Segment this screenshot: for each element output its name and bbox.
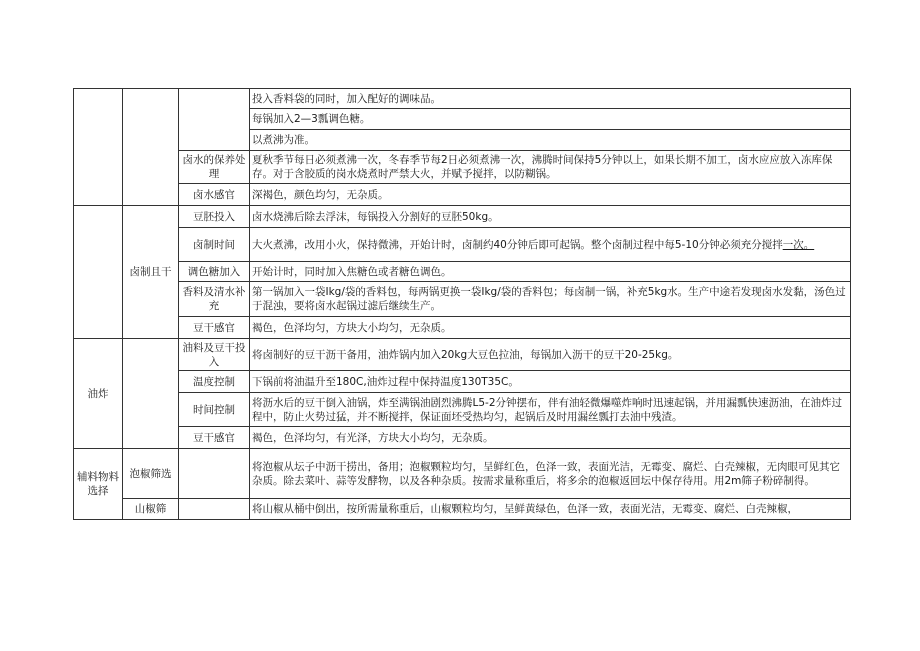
label-cell: 豆干感官 (179, 427, 250, 449)
table-row (74, 206, 851, 228)
content-cell: 将山椒从桶中倒出，按所需量称重后，山椒颗粒均匀，呈鲜黄绿色，色泽一致，表面光洁，无霉变、腐烂、白壳辣椒， (250, 499, 851, 520)
content-cell: 每锅加入2—3瓢调色糖。 (250, 109, 851, 130)
label-cell: 油料及豆干投入 (179, 339, 250, 371)
content-cell: 下锅前将油温升至180C,油炸过程中保持温度130T35C。 (250, 371, 851, 393)
table-row (74, 89, 851, 109)
table-row (74, 184, 851, 206)
col1-cell-empty (74, 206, 123, 339)
content-cell: 将沥水后的豆干倒入油锅，炸至满锅油剧烈沸腾L5-2分钟摆布，伴有油轻微爆噬炸响时迅速起锅，并用漏瓢快速沥油，在油炸过程中，防止火势过猛，并不断搅拌，保证面坯受热均匀，起锅后及时用漏丝瓢打去油中残渣。 (250, 393, 851, 427)
section-label-luzhi: 卤制且干 (123, 206, 179, 339)
label-cell: 调色糖加入 (179, 262, 250, 282)
content-cell: 将卤制好的豆干沥干备用，油炸锅内加入20kg大豆色拉油，每锅加入沥干的豆干20-25kg。 (250, 339, 851, 371)
content-cell: 夏秋季节每日必须煮沸一次，冬春季节每2日必须煮沸一次，沸腾时间保持5分钟以上，如果长期不加工，卤水应应放入冻库保存。对于含胶质的岗水烧煮时严禁大火，并赋予搅拌，以防糊锅。 (250, 151, 851, 184)
col2-cell-top (123, 89, 179, 206)
content-cell: 褐色，色泽均匀，方块大小均匀，无杂质。 (250, 317, 851, 339)
content-cell: 将泡椒从坛子中沥干捞出，备用；泡椒颗粒均匀，呈鲜红色，色泽一致，表面光洁，无霉变、腐烂、白壳辣椒，无肉眼可见其它杂质。除去菜叶、蒜等发酵物，以及各种杂质。按需求量称重后，将多余的泡椒返回坛中保存待用。用2m筛子粉碎制得。 (250, 449, 851, 499)
table-row (74, 262, 851, 282)
section-label-paojiao: 泡椒筛选 (123, 449, 179, 499)
table-row (74, 427, 851, 449)
label-cell: 卤制时间 (179, 228, 250, 262)
table-row (74, 228, 851, 262)
content-cell: 褐色，色泽均匀，有光泽，方块大小均匀，无杂质。 (250, 427, 851, 449)
content-cell (250, 228, 851, 262)
label-cell: 豆干感官 (179, 317, 250, 339)
table-row (74, 371, 851, 393)
content-cell: 深褐色，颜色均匀，无杂质。 (250, 184, 851, 206)
col2-cell-empty (123, 339, 179, 449)
content-text-underlined: 一次。 (782, 238, 815, 251)
table-row (74, 499, 851, 520)
section-label-fuliao: 辅料物料选择 (74, 449, 123, 520)
content-cell: 卤水烧沸后除去浮沫，每锅投入分割好的豆胚50kg。 (250, 206, 851, 228)
section-label-youzha: 油炸 (74, 339, 123, 449)
label-cell: 香料及清水补充 (179, 282, 250, 317)
table-row (74, 317, 851, 339)
table-row (74, 339, 851, 371)
label-cell: 温度控制 (179, 371, 250, 393)
label-cell-empty (179, 499, 250, 520)
content-cell: 以煮沸为准。 (250, 130, 851, 151)
table-row (74, 151, 851, 184)
process-table (73, 88, 851, 520)
label-cell: 豆胚投入 (179, 206, 250, 228)
table-row (74, 449, 851, 499)
label-cell-empty (179, 449, 250, 499)
content-cell: 第一锅加入一袋Ikg/袋的香料包，每两锅更换一袋Ikg/袋的香料包；每卤制一锅，补充5kg水。生产中途若发现卤水发黏，汤色过于混浊，要将卤水起锅过滤后继续生产。 (250, 282, 851, 317)
table-row (74, 393, 851, 427)
label-cell: 卤水的保养处理 (179, 151, 250, 184)
section-label-shanjiao: 山椒筛 (123, 499, 179, 520)
label-cell-empty (179, 89, 250, 151)
label-cell: 卤水感官 (179, 184, 250, 206)
col1-cell-top (74, 89, 123, 206)
content-text: 大火煮沸，改用小火，保持微沸，开始计时，卤制约40分钟后即可起锅。整个卤制过程中每5-10分钟必须充分搅拌 (252, 238, 783, 251)
content-cell: 投入香料袋的同时，加入配好的调味品。 (250, 89, 851, 109)
content-cell: 开始计时，同时加入焦糖色或者糖色调色。 (250, 262, 851, 282)
label-cell: 时间控制 (179, 393, 250, 427)
table-row (74, 282, 851, 317)
